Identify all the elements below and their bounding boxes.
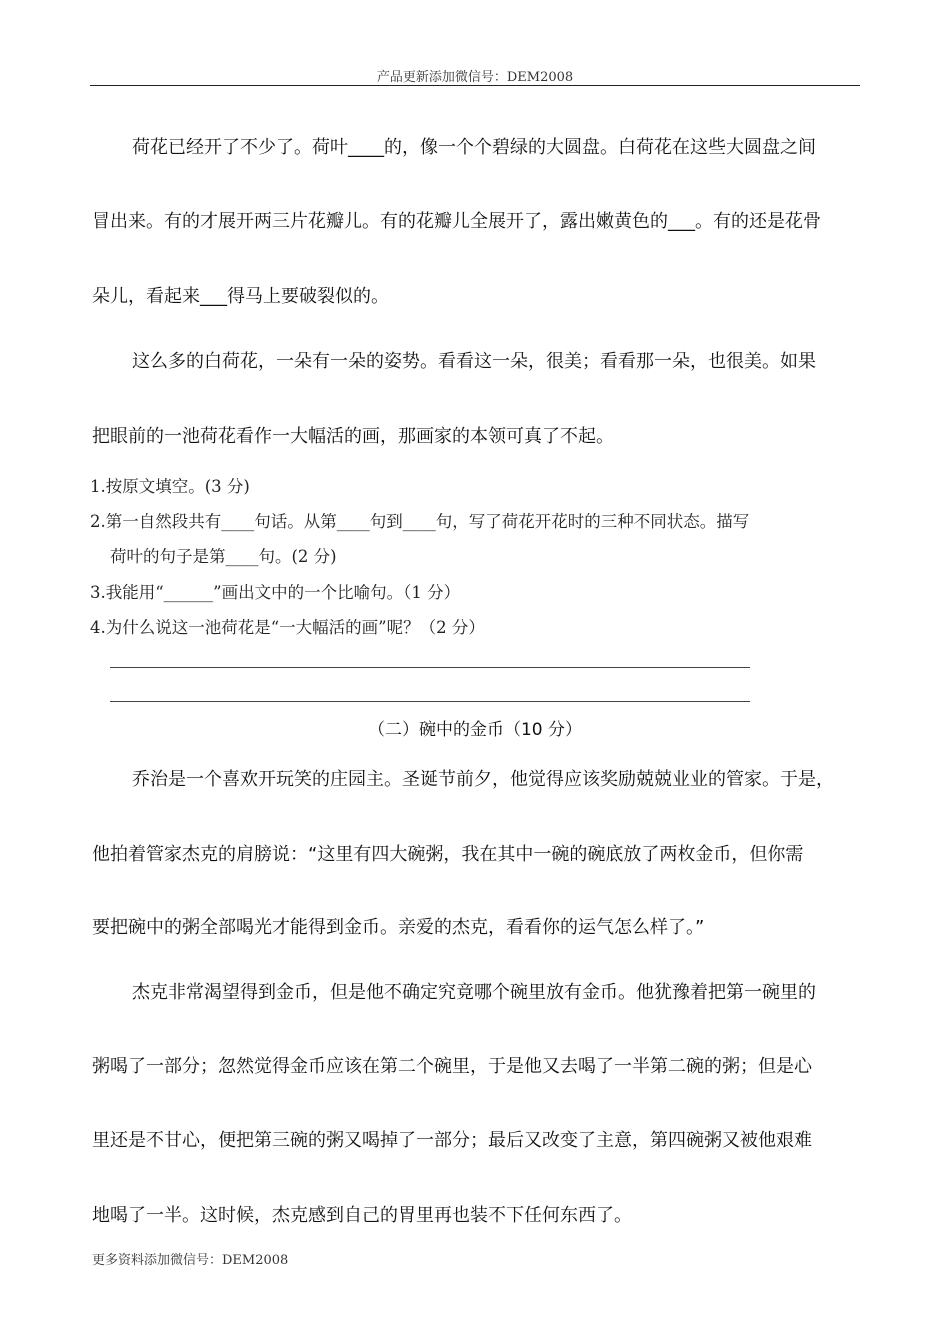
story-line: 乔治是一个喜欢开玩笑的庄园主。圣诞节前夕，他觉得应该奖励兢兢业业的管家。于是， xyxy=(132,769,834,790)
question-3: 3.我能用“______”画出文中的一个比喻句。（1 分） xyxy=(90,583,461,602)
answer-line[interactable] xyxy=(110,667,750,668)
passage-line: 这么多的白荷花，一朵有一朵的姿势。看看这一朵，很美；看看那一朵，也很美。如果 xyxy=(132,351,816,372)
story-line: 他拍着管家杰克的肩膀说：“这里有四大碗粥，我在其中一碗的碗底放了两枚金币，但你需 xyxy=(92,844,804,865)
page-footer: 更多资料添加微信号：DEM2008 xyxy=(92,1253,289,1268)
story-line: 里还是不甘心，便把第三碗的粥又喝掉了一部分；最后又改变了主意，第四碗粥又被他艰难 xyxy=(92,1130,812,1151)
story-line: 杰克非常渴望得到金币，但是他不确定究竟哪个碗里放有金币。他犹豫着把第一碗里的 xyxy=(132,982,816,1003)
answer-line[interactable] xyxy=(110,701,750,702)
passage-line: 荷花已经开了不少了。荷叶____的，像一个个碧绿的大圆盘。白荷花在这些大圆盘之间 xyxy=(132,137,816,158)
question-2: 2.第一自然段共有____句话。从第____句到____句，写了荷花开花时的三种不同状态。描写 xyxy=(90,512,750,531)
passage-line: 冒出来。有的才展开两三片花瓣儿。有的花瓣儿全展开了，露出嫩黄色的___。有的还是花骨 xyxy=(92,211,821,232)
passage-line: 朵儿，看起来___得马上要破裂似的。 xyxy=(92,286,389,307)
page-header: 产品更新添加微信号：DEM2008 xyxy=(376,70,574,85)
question-1: 1.按原文填空。(3 分) xyxy=(90,477,250,496)
passage-line: 把眼前的一池荷花看作一大幅活的画，那画家的本领可真了不起。 xyxy=(92,426,614,447)
section-title: （二）碗中的金币（10 分） xyxy=(367,720,583,740)
question-4: 4.为什么说这一池荷花是“一大幅活的画”呢？（2 分） xyxy=(90,618,485,637)
story-line: 要把碗中的粥全部喝光才能得到金币。亲爱的杰克，看看你的运气怎么样了。” xyxy=(92,917,705,938)
story-line: 粥喝了一部分；忽然觉得金币应该在第二个碗里，于是他又去喝了一半第二碗的粥；但是心 xyxy=(92,1056,812,1077)
header-divider xyxy=(90,85,860,86)
story-line: 地喝了一半。这时候，杰克感到自己的胃里再也装不下任何东西了。 xyxy=(92,1205,632,1226)
question-2-continued: 荷叶的句子是第____句。(2 分) xyxy=(110,547,337,566)
